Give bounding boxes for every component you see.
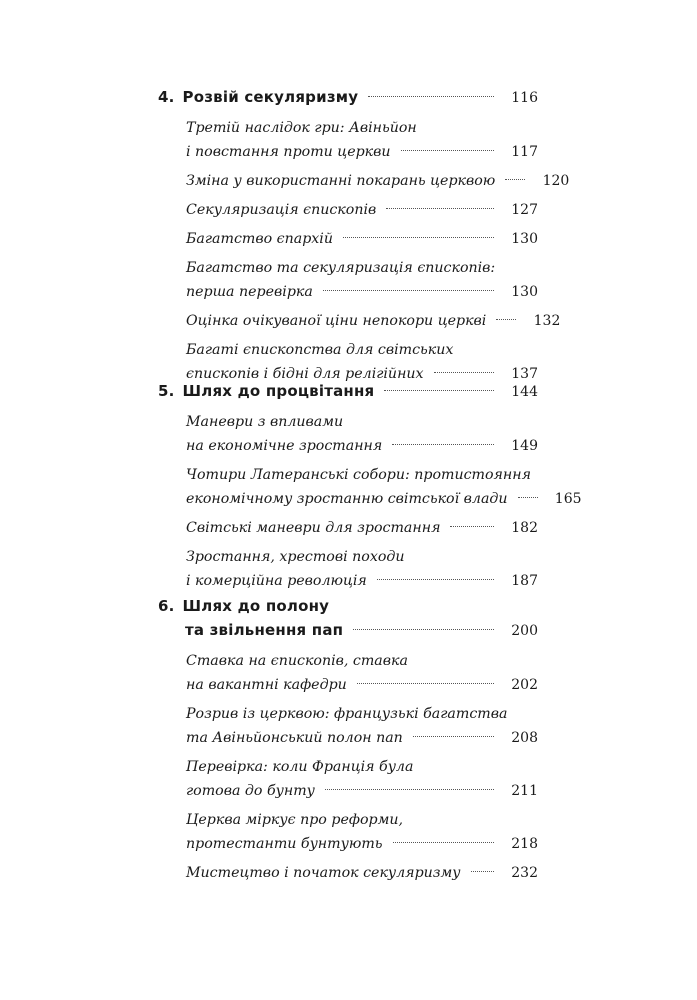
entry-line: Багаті єпископства для світських [186, 342, 454, 358]
entry-line: Розрив із церквою: французькі багатства [186, 706, 508, 722]
dot-leader [471, 871, 494, 872]
toc-entry[interactable] [186, 755, 538, 803]
page-number: 137 [511, 366, 538, 382]
toc-entry[interactable] [186, 861, 538, 885]
dot-leader [386, 208, 494, 209]
chapter-title [158, 88, 358, 106]
toc-entry[interactable] [186, 516, 538, 540]
entry-line: та Авіньйонський полон пап [186, 730, 403, 746]
chapter-title [158, 597, 329, 615]
chapter-title [158, 382, 374, 400]
entry-line: і комерційна революція [186, 573, 367, 589]
toc-entry[interactable] [186, 463, 582, 511]
entry-line: протестанти бунтують [186, 836, 383, 852]
dot-leader [393, 842, 495, 843]
chapter-heading[interactable] [158, 88, 538, 112]
chapter-number: 6. [158, 597, 175, 615]
chapter-heading[interactable] [158, 382, 538, 406]
entry-line: на вакантні кафедри [186, 677, 347, 693]
dot-leader [401, 150, 494, 151]
toc-entry[interactable] [186, 338, 538, 386]
dot-leader [323, 290, 494, 291]
chapter-number: 5. [158, 382, 175, 400]
page-number: 202 [511, 677, 538, 693]
entry-line: Світські маневри для зростання [186, 520, 441, 536]
dot-leader [357, 683, 494, 684]
entry-line: Маневри з впливами [186, 414, 344, 430]
entry-line: на економічне зростання [186, 438, 383, 454]
dot-leader [353, 629, 494, 630]
section-list [186, 649, 538, 885]
chapter-5 [158, 382, 582, 598]
page-number: 208 [511, 730, 538, 746]
dot-leader [505, 179, 525, 180]
entry-line: економічному зростанню світської влади [186, 491, 508, 507]
dot-leader [343, 237, 494, 238]
entry-line: Багатство єпархій [186, 231, 333, 247]
entry-line: Перевірка: коли Франція була [186, 759, 414, 775]
entry-line: Мистецтво і початок секуляризму [186, 865, 461, 881]
toc-entry[interactable] [186, 545, 538, 593]
page-number: 149 [511, 438, 538, 454]
page-number: 187 [511, 573, 538, 589]
chapter-6 [158, 597, 538, 890]
entry-line: Третій наслідок гри: Авіньйон [186, 120, 417, 136]
dot-leader [368, 96, 494, 97]
entry-line: перша перевірка [186, 284, 313, 300]
chapter-heading[interactable] [158, 597, 538, 645]
entry-line: єпископів і бідні для релігійних [186, 366, 424, 382]
chapter-title-line: Розвій секуляризму [182, 88, 359, 106]
page-number: 130 [511, 231, 538, 247]
toc-entry[interactable] [186, 116, 538, 164]
page-number: 127 [511, 202, 538, 218]
toc-entry[interactable] [186, 702, 538, 750]
entry-line: Чотири Латеранські собори: протистояння [186, 467, 532, 483]
entry-line: Секуляризація єпископів [186, 202, 377, 218]
dot-leader [496, 319, 516, 320]
toc-entry[interactable] [186, 256, 538, 304]
chapter-title [158, 621, 343, 639]
entry-line: Зміна у використанні покарань церквою [186, 173, 496, 189]
toc-entry[interactable] [186, 169, 570, 193]
chapter-number: 4. [158, 88, 175, 106]
page-number: 116 [511, 90, 538, 106]
toc-entry[interactable] [186, 198, 538, 222]
page-number: 120 [542, 173, 570, 189]
entry-line: Ставка на єпископів, ставка [186, 653, 408, 669]
toc-entry[interactable] [186, 808, 538, 856]
entry-line: і повстання проти церкви [186, 144, 391, 160]
page-number: 232 [511, 865, 538, 881]
page-number: 144 [511, 384, 538, 400]
dot-leader [450, 526, 494, 527]
toc-entry[interactable] [186, 649, 538, 697]
entry-line: готова до бунту [186, 783, 315, 799]
dot-leader [325, 789, 494, 790]
entry-line: Оцінка очікуваної ціни непокори церкві [186, 313, 487, 329]
toc-entry[interactable] [186, 410, 538, 458]
page-number: 182 [511, 520, 538, 536]
dot-leader [377, 579, 494, 580]
dot-leader [434, 372, 494, 373]
page-number: 165 [554, 491, 582, 507]
chapter-title-line: Шлях до процвітання [182, 382, 375, 400]
chapter-title-line: та звільнення пап [185, 621, 344, 639]
page-number: 117 [511, 144, 538, 160]
toc-entry[interactable] [186, 309, 561, 333]
section-list [186, 116, 570, 386]
dot-leader [518, 497, 538, 498]
entry-line: Багатство та секуляризація єпископів: [186, 260, 496, 276]
page-number: 200 [511, 623, 538, 639]
entry-line: Зростання, хрестові походи [186, 549, 405, 565]
toc-entry[interactable] [186, 227, 538, 251]
section-list [186, 410, 582, 593]
page-number: 132 [533, 313, 561, 329]
entry-line: Церква міркує про реформи, [186, 812, 403, 828]
page-number: 218 [511, 836, 538, 852]
page-number: 130 [511, 284, 538, 300]
chapter-title-line: Шлях до полону [182, 597, 330, 615]
dot-leader [384, 390, 494, 391]
dot-leader [392, 444, 494, 445]
chapter-4 [158, 88, 570, 391]
page-number: 211 [511, 783, 538, 799]
dot-leader [413, 736, 494, 737]
